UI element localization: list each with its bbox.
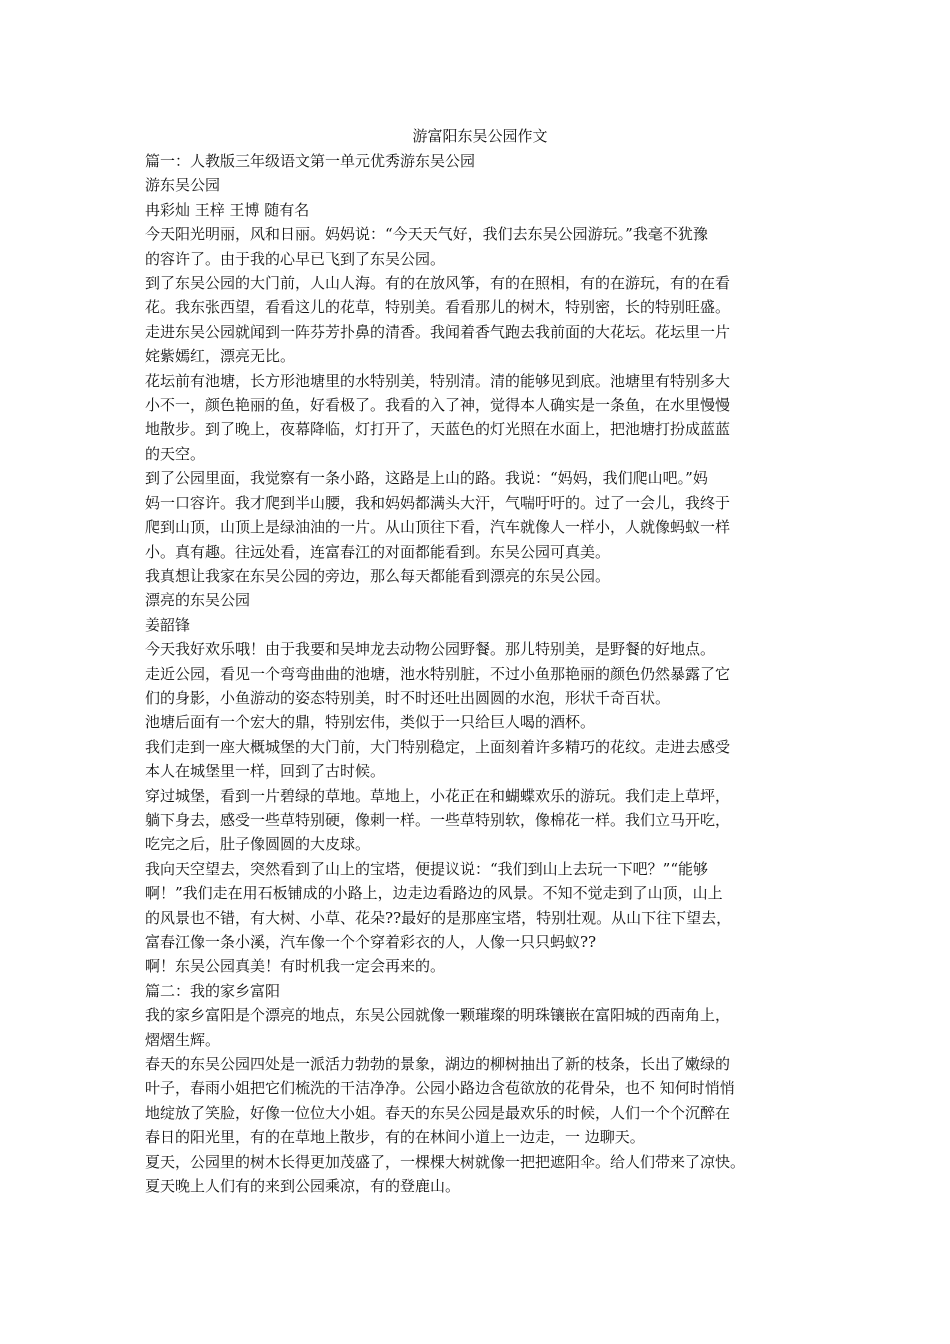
text-line: 本人在城堡里一样，回到了古时候。 [145, 762, 386, 781]
text-line: 我的家乡富阳是个漂亮的地点，东吴公园就像一颗璀璨的明珠镶嵌在富阳城的西南角上， [145, 1006, 731, 1025]
text-line: 地散步。到了晚上，夜幕降临，灯打开了，天蓝色的灯光照在水面上，把池塘打扮成蓝蓝 [145, 420, 731, 439]
text-line: 的风景也不错，有大树、小草、花朵??最好的是那座宝塔，特别壮观。从山下往下望去， [145, 908, 732, 927]
text-line: 篇二：我的家乡富阳 [145, 981, 281, 1000]
text-line: 们的身影，小鱼游动的姿态特别美，时不时还吐出圆圆的水泡，形状千奇百状。 [145, 688, 671, 707]
document-page [145, 124, 815, 1198]
text-line: 姜韶锋 [145, 615, 191, 634]
text-line: 到了公园里面，我觉察有一条小路，这路是上山的路。我说：“妈妈，我们爬山吧。”妈 [145, 469, 708, 488]
text-line: 躺下身去，感受一些草特别硬，像刺一样。一些草特别软，像棉花一样。我们立马开吃， [145, 810, 731, 829]
text-line: 我们走到一座大概城堡的大门前，大门特别稳定，上面刻着许多精巧的花纹。走进去感受 [145, 737, 731, 756]
text-line: 夏天晚上人们有的来到公园乘凉，有的登鹿山。 [145, 1177, 461, 1196]
text-line: 花坛前有池塘，长方形池塘里的水特别美，特别清。清的能够见到底。池塘里有特别多大 [145, 371, 731, 390]
text-line: 啊！”我们走在用石板铺成的小路上，边走边看路边的风景。不知不觉走到了山顶，山上 [145, 884, 723, 903]
text-line: 篇一：人教版三年级语文第一单元优秀游东吴公园 [145, 152, 476, 170]
text-line: 到了东吴公园的大门前，人山人海。有的在放风筝，有的在照相，有的在游玩，有的在看 [145, 274, 731, 293]
text-line: 我向天空望去，突然看到了山上的宝塔，便提议说：“我们到山上去玩一下吧？”“能够 [145, 859, 709, 878]
text-line: 叶子，春雨小姐把它们梳洗的干洁净净。公园小路边含苞欲放的花骨朵，也不 知何时悄悄 [145, 1079, 735, 1098]
text-line: 今天阳光明丽，风和日丽。妈妈说：“今天天气好，我们去东吴公园游玩。”我毫不犹豫 [145, 225, 708, 244]
text-line: 姹紫嫣红，漂亮无比。 [145, 347, 296, 366]
text-line: 春日的阳光里，有的在草地上散步，有的在林间小道上一边走，一 边聊天。 [145, 1128, 645, 1147]
text-line: 啊！东吴公园真美！有时机我一定会再来的。 [145, 957, 446, 976]
text-line: 穿过城堡，看到一片碧绿的草地。草地上，小花正在和蝴蝶欢乐的游玩。我们走上草坪， [145, 786, 731, 805]
document-body [145, 149, 815, 1198]
text-line: 小不一，颜色艳丽的鱼，好看极了。我看的入了神，觉得本人确实是一条鱼，在水里慢慢 [145, 396, 731, 415]
text-line: 的容许了。由于我的心早已飞到了东吴公园。 [145, 249, 446, 268]
text-line: 池塘后面有一个宏大的鼎，特别宏伟，类似于一只给巨人喝的酒杯。 [145, 713, 596, 732]
document-title: 游富阳东吴公园作文 [412, 127, 548, 145]
text-line: 冉彩灿 王梓 王博 随有名 [145, 200, 310, 219]
text-line: 漂亮的东吴公园 [145, 591, 251, 610]
text-line: 我真想让我家在东吴公园的旁边，那么每天都能看到漂亮的东吴公园。 [145, 566, 611, 585]
text-line: 走进东吴公园就闻到一阵芬芳扑鼻的清香。我闻着香气跑去我前面的大花坛。花坛里一片 [145, 322, 731, 341]
text-line: 走近公园，看见一个弯弯曲曲的池塘，池水特别脏，不过小鱼那艳丽的颜色仍然暴露了它 [145, 664, 731, 683]
text-line: 夏天，公园里的树木长得更加茂盛了，一棵棵大树就像一把把遮阳伞。给人们带来了凉快。 [145, 1152, 746, 1171]
text-line: 富春江像一条小溪，汽车像一个个穿着彩衣的人，人像一只只蚂蚁?? [145, 933, 597, 951]
text-line: 今天我好欢乐哦！由于我要和吴坤龙去动物公园野餐。那儿特别美，是野餐的好地点。 [145, 640, 716, 659]
text-line: 地绽放了笑脸，好像一位位大小姐。春天的东吴公园是最欢乐的时候，人们一个个沉醉在 [145, 1103, 731, 1122]
text-line: 春天的东吴公园四处是一派活力勃勃的景象，湖边的柳树抽出了新的枝条，长出了嫩绿的 [145, 1055, 731, 1074]
text-line: 游东吴公园 [145, 176, 221, 195]
text-line: 熠熠生辉。 [145, 1030, 221, 1049]
text-line: 妈一口容许。我才爬到半山腰，我和妈妈都满头大汗，气喘吁吁的。过了一会儿，我终于 [145, 493, 731, 512]
text-line: 花。我东张西望，看看这儿的花草，特别美。看看那儿的树木，特别密，长的特别旺盛。 [145, 298, 731, 317]
text-line: 小。真有趣。往远处看，连富春江的对面都能看到。东吴公园可真美。 [145, 542, 611, 561]
text-line: 爬到山顶，山顶上是绿油油的一片。从山顶往下看，汽车就像人一样小，人就像蚂蚁一样 [145, 518, 731, 537]
text-line: 吃完之后，肚子像圆圆的大皮球。 [145, 835, 371, 854]
text-line: 的天空。 [145, 444, 206, 463]
